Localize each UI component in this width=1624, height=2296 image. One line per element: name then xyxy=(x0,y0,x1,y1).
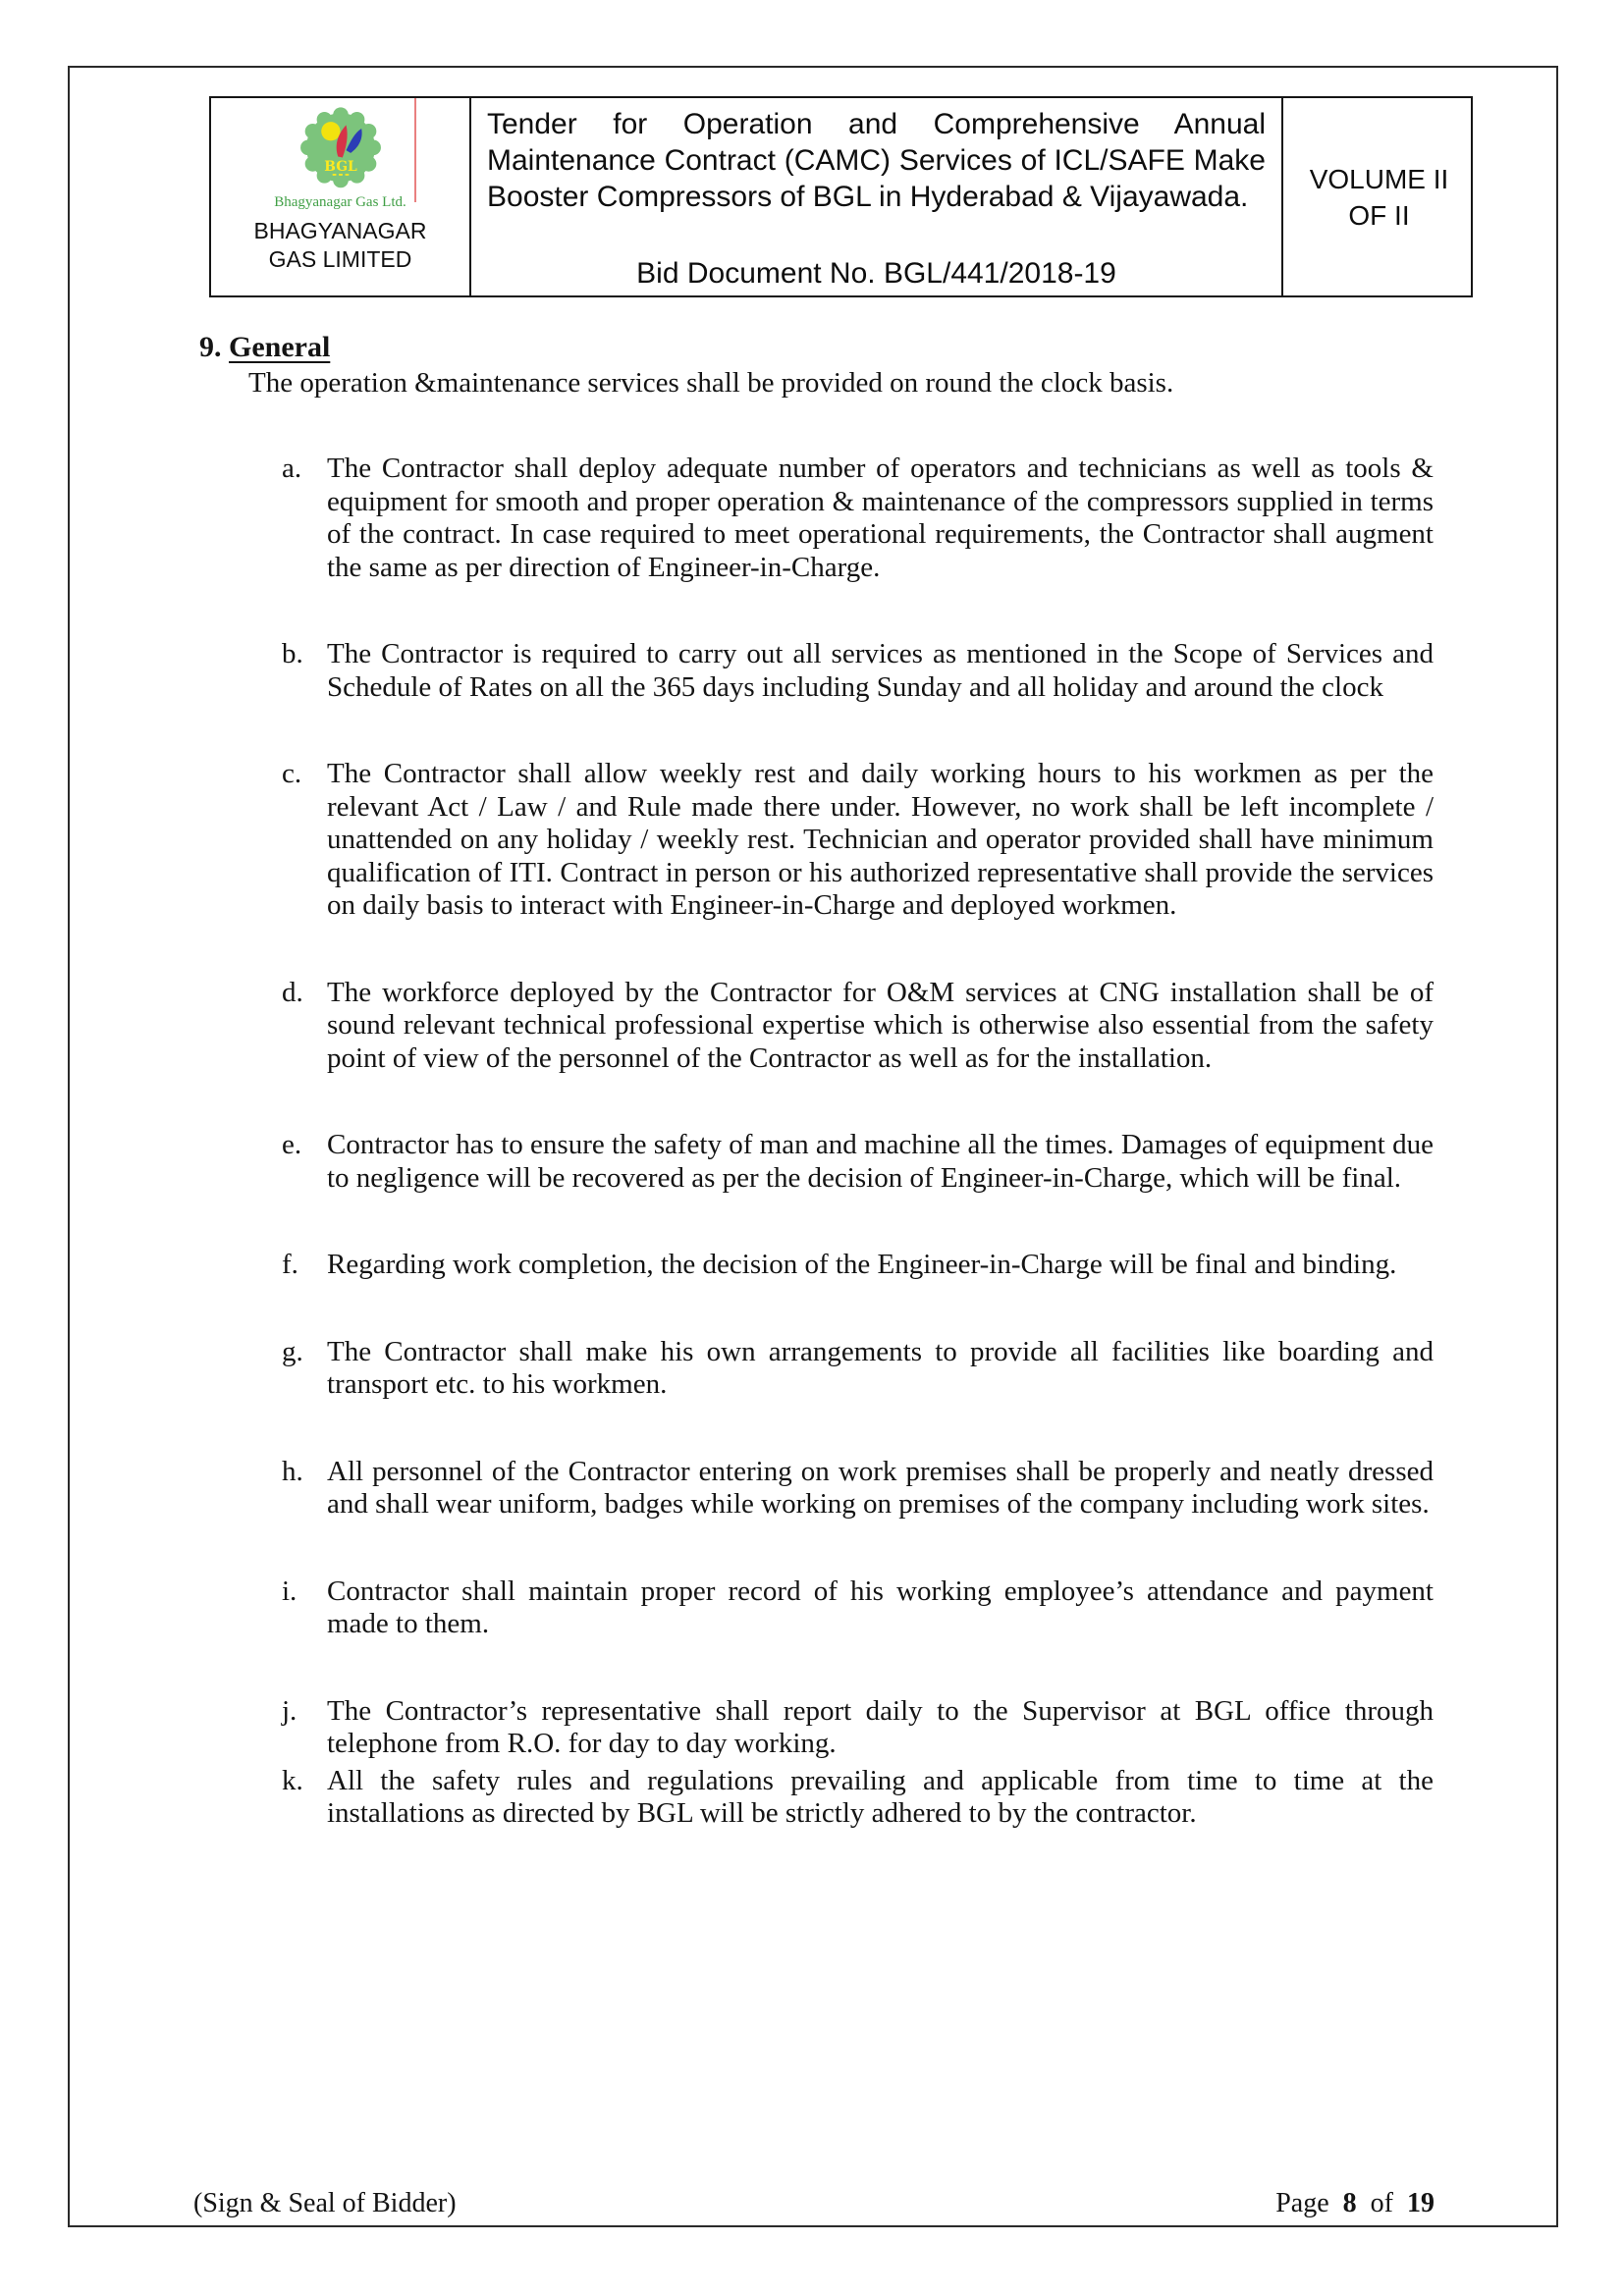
list-item-marker: b. xyxy=(282,638,303,669)
page-number-info xyxy=(1269,2188,1435,2219)
list-item-i xyxy=(282,1575,1434,1641)
sign-seal-label: (Sign & Seal of Bidder) xyxy=(193,2188,457,2218)
document-body xyxy=(199,331,1434,1885)
list-item-marker: k. xyxy=(282,1764,303,1796)
list-item-marker: i. xyxy=(282,1575,298,1607)
list-item-k xyxy=(282,1765,1434,1831)
list-item-marker: a. xyxy=(282,453,302,484)
list-item-c xyxy=(282,758,1434,923)
list-item-text: Contractor shall maintain proper record of his working employee’s attendance and payment made to them. xyxy=(327,1575,1434,1639)
red-divider-line xyxy=(414,98,416,202)
list-item-text: All the safety rules and regulations prevailing and applicable from time to time at the installations as directed by BGL will be strictly adhered to by the contractor. xyxy=(327,1764,1434,1829)
volume-line-2: OF II xyxy=(1348,199,1410,231)
bgl-logo-icon xyxy=(292,106,390,196)
list-item-text: The workforce deployed by the Contractor for O&M services at CNG installation shall be of sound relevant technical professional expertise which is otherwise also essential from the safety point of view of the personnel of the Contractor as well as for the installation. xyxy=(327,976,1434,1074)
section-title: General xyxy=(229,331,331,363)
logo-bgl-text: BGL xyxy=(323,159,357,176)
list-item-text: The Contractor’s representative shall report daily to the Supervisor at BGL office through telephone from R.O. for day to day working. xyxy=(327,1694,1434,1759)
section-heading xyxy=(199,331,1434,364)
list-item-text: The Contractor shall allow weekly rest and daily working hours to his workmen as per the relevant Act / Law / and Rule made there under. However, no work shall be left incomplete / unattended on any holiday / weekly rest. Technician and operator provided shall have minimum qualification of ITI. Contract in person or his authorized representative shall provide the services on daily basis to interact with Engineer-in-Charge and deployed workmen. xyxy=(327,758,1434,921)
list-item-text: All personnel of the Contractor entering on work premises shall be properly and neatly dressed and shall wear uniform, badges while working on premises of the company including work sites. xyxy=(327,1455,1434,1520)
list-item-f xyxy=(282,1249,1434,1282)
page-total: 19 xyxy=(1407,2188,1435,2218)
page-label: Page xyxy=(1275,2188,1329,2218)
list-item-marker: g. xyxy=(282,1335,303,1367)
tender-title: Tender for Operation and Comprehensive Annual Maintenance Contract (CAMC) Services of ICL/SAFE Make Booster Compressors of BGL in Hyderabad & Vijayawada. xyxy=(487,108,1266,213)
company-name: BHAGYANAGAR GAS LIMITED xyxy=(253,218,427,272)
logo-sun-icon xyxy=(321,122,340,140)
page-number: 8 xyxy=(1342,2188,1357,2218)
header-volume-cell xyxy=(1281,98,1475,295)
of-label: of xyxy=(1370,2188,1393,2218)
list-item-a xyxy=(282,453,1434,584)
section-intro: The operation &maintenance services shall be provided on round the clock basis. xyxy=(248,366,1174,399)
list-item-marker: e. xyxy=(282,1129,302,1160)
list-item-d xyxy=(282,977,1434,1076)
list-item-marker: c. xyxy=(282,758,302,789)
header-table xyxy=(209,96,1473,297)
list-item-text: The Contractor is required to carry out all services as mentioned in the Scope of Services and Schedule of Rates on all the 365 days including Sunday and all holiday and around the clock xyxy=(327,638,1434,703)
list-item-marker: j. xyxy=(282,1694,298,1727)
header-logo-cell xyxy=(211,98,469,295)
list-item-marker: f. xyxy=(282,1249,298,1280)
list-item-text: Regarding work completion, the decision of the Engineer-in-Charge will be final and binding. xyxy=(327,1249,1397,1280)
list-item-g xyxy=(282,1336,1434,1402)
list-item-j xyxy=(282,1695,1434,1761)
list-item-text: The Contractor shall deploy adequate number of operators and technicians as well as tools & equipment for smooth and proper operation & maintenance of the compressors supplied in terms of the contract. In case required to meet operational requirements, the Contractor shall augment the same as per direction of Engineer-in-Charge. xyxy=(327,453,1434,583)
logo-caption: Bhagyanagar Gas Ltd. xyxy=(274,194,406,210)
bid-document-number: Bid Document No. BGL/441/2018-19 xyxy=(636,257,1116,290)
list-item-e xyxy=(282,1129,1434,1195)
page-footer xyxy=(193,2188,1435,2219)
list-item-text: Contractor has to ensure the safety of man and machine all the times. Damages of equipment due to negligence will be recovered as per the decision of Engineer-in-Charge, which will be final. xyxy=(327,1129,1434,1194)
page-border xyxy=(68,66,1558,2227)
section-number: 9. xyxy=(199,331,222,363)
list-item-marker: h. xyxy=(282,1455,303,1487)
volume-line-1: VOLUME II xyxy=(1309,163,1449,194)
list-item-h xyxy=(282,1456,1434,1522)
list-item-text: The Contractor shall make his own arrangements to provide all facilities like boarding and transport etc. to his workmen. xyxy=(327,1335,1434,1400)
list-item-b xyxy=(282,638,1434,704)
header-title-cell xyxy=(469,98,1281,295)
list-item-marker: d. xyxy=(282,976,303,1008)
